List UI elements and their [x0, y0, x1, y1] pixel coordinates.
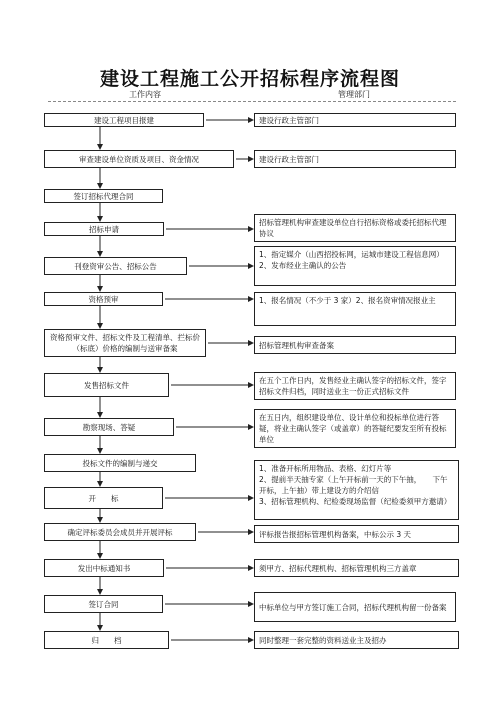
- department-text: 1、指定媒介（山西招投标网，运城市建设工程信息网） 2、发布经业主确认的公告: [259, 250, 444, 270]
- department-text: 建设行政主管部门: [259, 154, 319, 164]
- department-box: [254, 559, 459, 577]
- step-box: 勘察现场、答疑: [44, 418, 174, 436]
- step-box: 发售招标文件: [44, 373, 169, 397]
- department-box: [254, 592, 456, 622]
- department-box: [254, 246, 456, 286]
- page-title: 建设工程施工公开招标程序流程图: [99, 68, 400, 90]
- department-text: 在五个工作日内，发售经业主确认签字的招标文件，签字招标文件归档，同时送业主一份正式招标文件: [259, 376, 447, 396]
- department-box: [254, 336, 456, 354]
- step-box: 确定评标委员会成员并开展评标: [44, 523, 196, 541]
- department-text: 招标管理机构审查备案: [259, 340, 334, 350]
- column-header-dept: 管理部门: [338, 90, 370, 99]
- department-box: [254, 409, 456, 448]
- department-text: 同时整理一套完整的资料送业主及招办: [259, 635, 387, 645]
- department-box: [254, 150, 456, 168]
- department-box: [254, 292, 456, 326]
- department-text: 须甲方、招标代理机构、招标管理机构三方盖章: [259, 563, 417, 573]
- step-box: 资格预审文件、招标文件及工程清单、拦标价（标底）价格的编制与送审备案: [44, 329, 206, 357]
- department-box: [254, 631, 459, 649]
- step-box: 审查建设单位资质及项目、资金情况: [44, 150, 234, 168]
- step-box: 发出中标通知书: [44, 559, 164, 577]
- department-text: 1、准备开标所用物品、表格、幻灯片等 2、提前半天抽专家（上午开标前一天的下午抽， 下午开标，上午抽）带上建设方的介绍信 3、招标管理机构、纪检委现场监督（纪检委须甲方邀请）: [259, 464, 452, 506]
- column-header-work: 工作内容: [129, 90, 161, 99]
- department-box: [254, 372, 456, 400]
- department-box: [254, 460, 459, 520]
- step-box: 签订招标代理合同: [44, 189, 163, 203]
- step-box: 资格预审: [44, 292, 163, 306]
- department-text: 招标管理机构审查建设单位自行招标资格或委托招标代理协议: [259, 218, 447, 238]
- step-box: 建设工程项目报建: [44, 113, 204, 127]
- department-text: 在五日内，组织建设单位、设计单位和投标单位进行答疑，将业主确认签字（或盖章）的答疑纪要发至所有投标单位: [259, 413, 447, 444]
- department-box: [254, 113, 456, 127]
- step-box: 归 档: [44, 631, 169, 649]
- step-box: 开 标: [44, 487, 163, 509]
- department-text: 评标报告报招标管理机构备案，中标公示 3 天: [259, 529, 412, 539]
- department-box: [254, 214, 456, 242]
- department-text: 中标单位与甲方签订施工合同，招标代理机构留一份备案: [259, 602, 447, 612]
- step-box: 招标申请: [44, 222, 164, 236]
- department-text: 1、报名情况（不少于 3 家）2、报名资审情况报业主: [259, 296, 436, 305]
- step-box: 投标文件的编制与递交: [44, 454, 196, 472]
- step-box: 刊登资审公告、招标公告: [44, 257, 187, 275]
- department-box: [254, 525, 459, 543]
- department-text: 建设行政主管部门: [259, 115, 319, 125]
- step-box: 签订合同: [44, 595, 163, 613]
